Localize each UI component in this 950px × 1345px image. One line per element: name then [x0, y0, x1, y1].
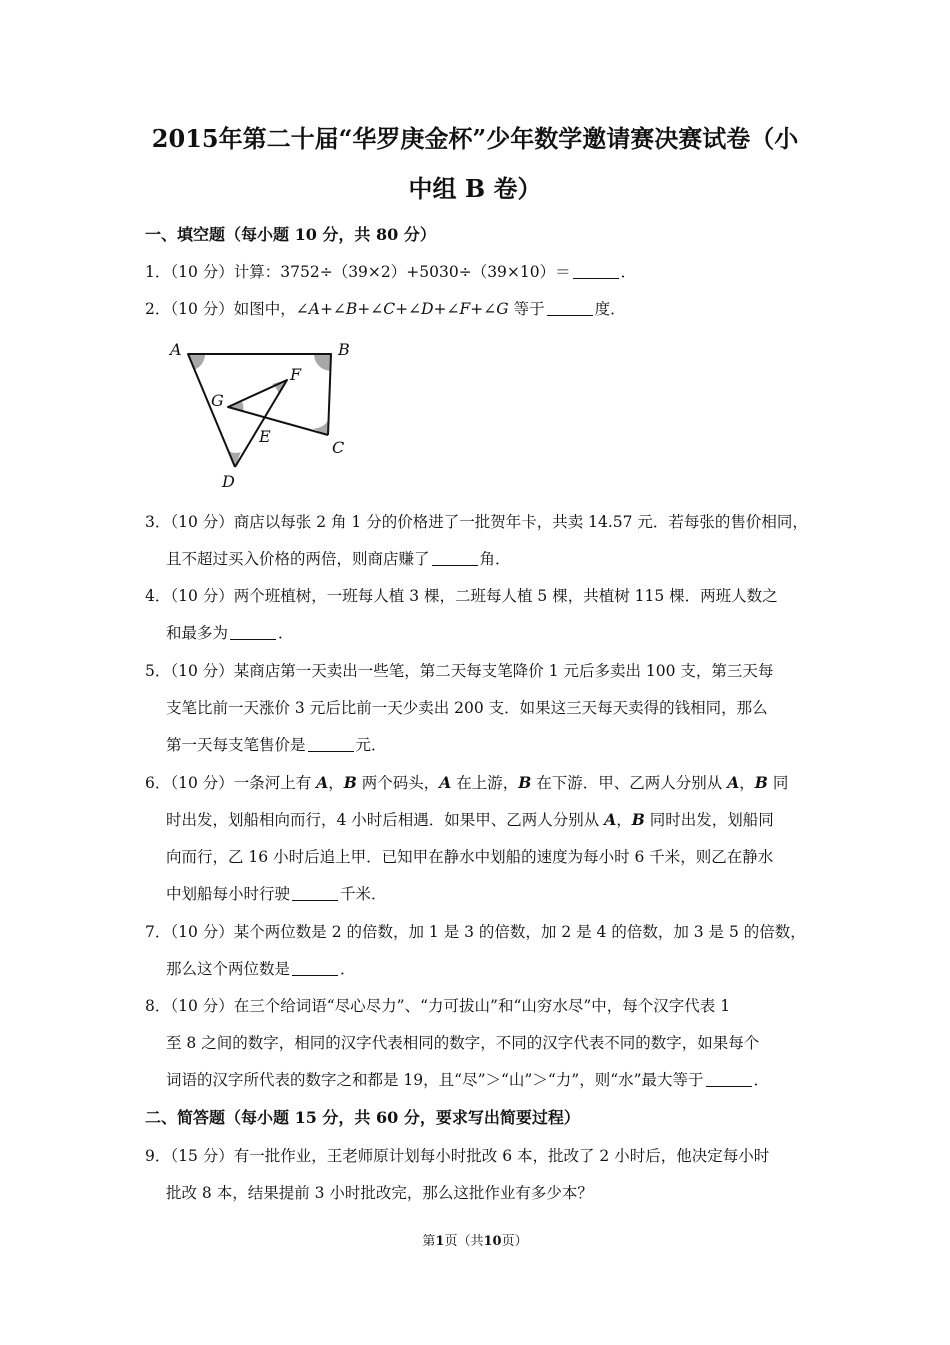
question-7-line-1: 7．（10 分）某个两位数是 2 的倍数，加 1 是 3 的倍数，加 2 是 4 的倍数，加 3 是 5 的倍数，: [145, 923, 806, 941]
question-4-line-1: 4．（10 分）两个班植树，一班每人植 3 棵，二班每人植 5 棵，共植树 115 棵．两班人数之: [145, 587, 778, 605]
label-B: B: [338, 340, 350, 359]
segment-C-G-F-D: [228, 380, 328, 467]
answer-blank: [573, 262, 619, 279]
answer-blank: [706, 1070, 752, 1087]
question-6-line-1: 6．（10 分）一条河上有 A，B 两个码头，A 在上游，B 在下游．甲、乙两人分别从 A，B 同: [145, 773, 789, 792]
label-A: A: [170, 340, 182, 359]
label-G: G: [211, 391, 224, 410]
section-1-heading: 一、填空题（每小题 10 分，共 80 分）: [145, 225, 436, 244]
label-C: C: [332, 438, 345, 457]
answer-blank: [432, 549, 478, 566]
answer-blank: [230, 623, 276, 640]
question-3-line-2: 且不超过买入价格的两倍，则商店赚了 角．: [166, 550, 511, 568]
total-pages: 10: [483, 1234, 502, 1249]
segment-D-A-B-C: [188, 354, 331, 467]
question-7-line-2: 那么这个两位数是 ．: [166, 960, 356, 978]
label-E: E: [259, 427, 271, 446]
question-1: 1．（10 分）计算：3752÷（39×2）+5030÷（39×10）＝ ．: [145, 263, 637, 281]
question-9-line-1: 9．（15 分）有一批作业，王老师原计划每小时批改 6 本，批改了 2 小时后，他决定每小时: [145, 1147, 770, 1165]
answer-blank: [547, 299, 593, 316]
answer-blank: [292, 884, 338, 901]
question-5-line-3: 第一天每支笔售价是 元．: [166, 736, 387, 754]
question-8-line-2: 至 8 之间的数字，相同的汉字代表相同的数字，不同的汉字代表不同的数字，如果每个: [166, 1034, 760, 1052]
page-footer: 第1页（共10页）: [422, 1234, 528, 1249]
current-page: 1: [435, 1234, 445, 1249]
geometry-figure: [160, 335, 360, 495]
question-6-line-3: 向而行，乙 16 小时后追上甲．已知甲在静水中划船的速度为每小时 6 千米，则乙在静水: [166, 848, 774, 866]
question-6-line-2: 时出发，划船相向而行，4 小时后相遇．如果甲、乙两人分别从 A，B 同时出发，划船同: [166, 810, 774, 829]
question-5-line-1: 5．（10 分）某商店第一天卖出一些笔，第二天每支笔降价 1 元后多卖出 100 支，第三天每: [145, 662, 774, 680]
page-title-line-2: 中组 B 卷）: [408, 174, 542, 203]
question-8-line-1: 8．（10 分）在三个给词语“尽心尽力”、“力可拔山”和“山穷水尽”中，每个汉字代表 1: [145, 997, 731, 1015]
question-8-line-3: 词语的汉字所代表的数字之和都是 19，且“尽”＞“山”＞“力”，则“水”最大等于 ．: [166, 1071, 770, 1089]
label-F: F: [290, 365, 302, 384]
page-title-line-1: 2015年第二十届“华罗庚金杯”少年数学邀请赛决赛试卷（小: [151, 124, 799, 153]
question-1-text: 1．（10 分）计算：3752÷（39×2）+5030÷（39×10）＝: [145, 263, 571, 281]
question-9-line-2: 批改 8 本，结果提前 3 小时批改完，那么这批作业有多少本？: [166, 1184, 593, 1202]
question-5-line-2: 支笔比前一天涨价 3 元后比前一天少卖出 200 支．如果这三天每天卖得的钱相同，那么: [166, 699, 768, 717]
angle-expression: ∠A+∠B+∠C+∠D+∠F+∠G: [295, 300, 509, 318]
question-3-line-1: 3．（10 分）商店以每张 2 角 1 分的价格进了一批贺年卡，共卖 14.57 元．若每张的售价相同，: [145, 513, 808, 531]
answer-blank: [308, 735, 354, 752]
question-4-line-2: 和最多为 ．: [166, 624, 294, 642]
section-2-heading: 二、简答题（每小题 15 分，共 60 分，要求写出简要过程）: [145, 1108, 580, 1127]
question-2: 2．（10 分）如图中，∠A+∠B+∠C+∠D+∠F+∠G 等于 度．: [145, 300, 626, 318]
question-6-line-4: 中划船每小时行驶 千米．: [166, 885, 387, 903]
answer-blank: [292, 959, 338, 976]
label-D: D: [222, 472, 235, 491]
angle-mark-B: [314, 354, 331, 371]
